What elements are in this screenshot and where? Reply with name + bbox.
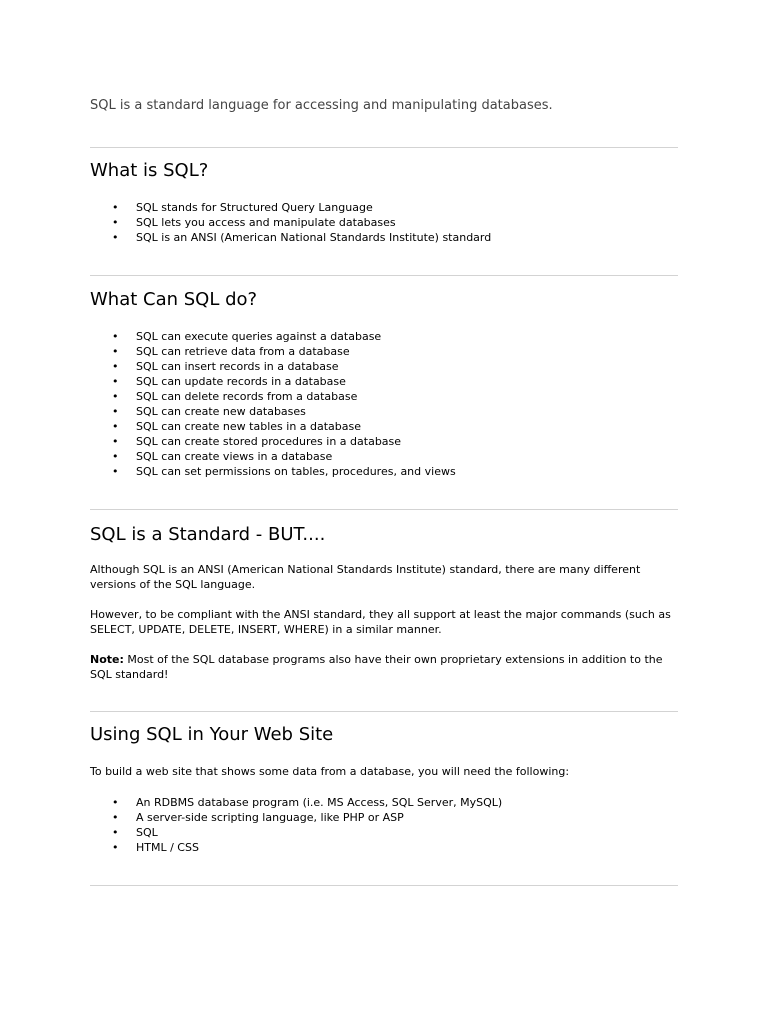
list-what-can-sql-do bbox=[90, 329, 456, 479]
heading-using-sql-in-your-web-site: Using SQL in Your Web Site bbox=[90, 724, 334, 745]
list-item: • SQL can set permissions on tables, procedures, and views bbox=[90, 464, 456, 479]
list-item: • SQL can retrieve data from a database bbox=[90, 344, 456, 359]
divider bbox=[90, 275, 678, 276]
list-what-is-sql bbox=[90, 200, 491, 245]
list-item: • SQL can execute queries against a database bbox=[90, 329, 456, 344]
list-item: • SQL is an ANSI (American National Standards Institute) standard bbox=[90, 230, 491, 245]
paragraph: To build a web site that shows some data from a database, you will need the following: bbox=[90, 765, 570, 778]
list-item: • SQL stands for Structured Query Language bbox=[90, 200, 491, 215]
heading-what-can-sql-do: What Can SQL do? bbox=[90, 289, 258, 310]
divider bbox=[90, 147, 678, 148]
list-using-sql bbox=[90, 795, 502, 855]
heading-what-is-sql: What is SQL? bbox=[90, 160, 209, 181]
paragraph: Although SQL is an ANSI (American National Standards Institute) standard, there are many different versions of the SQL language. bbox=[90, 563, 641, 591]
list-item: • SQL lets you access and manipulate databases bbox=[90, 215, 491, 230]
divider bbox=[90, 509, 678, 510]
intro-text: SQL is a standard language for accessing and manipulating databases. bbox=[90, 98, 553, 113]
list-item: • SQL can delete records from a database bbox=[90, 389, 456, 404]
list-item: • A server-side scripting language, like PHP or ASP bbox=[90, 810, 502, 825]
list-item: • SQL can update records in a database bbox=[90, 374, 456, 389]
list-item: • SQL can create stored procedures in a database bbox=[90, 434, 456, 449]
note-paragraph bbox=[90, 652, 678, 682]
list-item: • SQL can create new tables in a database bbox=[90, 419, 456, 434]
divider bbox=[90, 711, 678, 712]
paragraph: However, to be compliant with the ANSI standard, they all support at least the major commands (such as SELECT, UPDATE, DELETE, INSERT, WHERE) in a similar manner. bbox=[90, 608, 671, 636]
note-text: Most of the SQL database programs also have their own proprietary extensions in addition to the SQL standard! bbox=[90, 653, 663, 681]
divider bbox=[90, 885, 678, 886]
list-item: • HTML / CSS bbox=[90, 840, 502, 855]
list-item: • SQL can create new databases bbox=[90, 404, 456, 419]
list-item: • SQL can insert records in a database bbox=[90, 359, 456, 374]
note-label: Note: bbox=[90, 653, 124, 666]
list-item: • SQL can create views in a database bbox=[90, 449, 456, 464]
list-item: • An RDBMS database program (i.e. MS Access, SQL Server, MySQL) bbox=[90, 795, 502, 810]
list-item: • SQL bbox=[90, 825, 502, 840]
heading-sql-is-a-standard: SQL is a Standard - BUT.... bbox=[90, 524, 326, 545]
